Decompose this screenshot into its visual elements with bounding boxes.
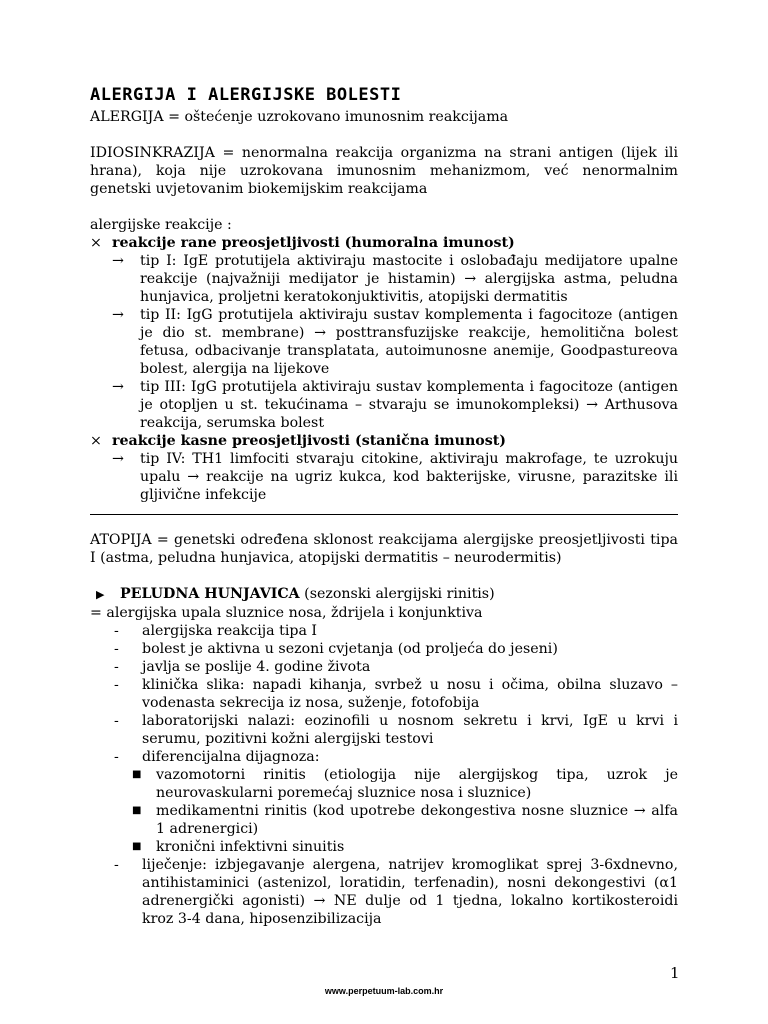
late-heading-text: reakcije kasne preosjetljivosti (stanična imunost)	[112, 433, 507, 449]
footer-url: www.perpetuum-lab.com.hr	[324, 986, 444, 996]
treatment-text: liječenje: izbjegavanje alergena, natrijev kromoglikat sprej 3-6xdnevno, antihistaminici (astenizol, loratidin, terfenadin), nosni dekongestivi (α1 adrenergički agonisti) → NE dulje od 1 tjedna, lokalno kortikosteroidi kroz 3-4 dana, hiposenzibilizacija	[142, 857, 678, 927]
list-item	[90, 378, 678, 432]
dash-icon: -	[114, 623, 119, 639]
dash-icon: -	[114, 857, 119, 873]
page-title: ALERGIJA I ALERGIJSKE BOLESTI	[90, 85, 402, 105]
page-number: 1	[670, 964, 680, 982]
type-4-text: tip IV: TH1 limfociti stvaraju citokine, aktiviraju makrofage, te uzrokuju upalu → reakcije na ugriz kukca, kod bakterijske, virusne, parazitske ili gljivične infekcije	[140, 451, 678, 503]
square-bullet-icon: ■	[132, 805, 142, 816]
list-item	[90, 856, 678, 928]
arrow-icon: →	[112, 307, 124, 323]
triangle-right-icon: ▶	[96, 588, 105, 601]
cross-icon: ×	[90, 433, 102, 449]
list-item	[90, 622, 678, 640]
dash-icon: -	[114, 713, 119, 729]
list-item	[90, 252, 678, 306]
list-item	[90, 838, 678, 856]
cross-icon: ×	[90, 235, 102, 251]
item-text: kronični infektivni sinuitis	[156, 839, 345, 855]
type-1-text: tip I: IgE protutijela aktiviraju mastocite i oslobađaju medijatore upalne reakcije (najvažniji medijator je histamin) → alergijska astma, peludna hunjavica, proljetni keratokonjuktivitis, atopijski dermatitis	[140, 253, 678, 305]
list-item	[90, 766, 678, 802]
early-reactions-heading	[90, 234, 678, 252]
definition-alergija: ALERGIJA = oštećenje uzrokovano imunosnim reakcijama	[90, 109, 509, 125]
item-text: javlja se poslije 4. godine života	[142, 659, 371, 675]
list-item	[90, 802, 678, 838]
square-bullet-icon: ■	[132, 769, 142, 780]
dash-icon: -	[114, 749, 119, 765]
reactions-label: alergijske reakcije :	[90, 217, 232, 233]
list-item	[90, 712, 678, 748]
list-item	[90, 748, 678, 766]
list-item	[90, 658, 678, 676]
type-3-text: tip III: IgG protutijela aktiviraju sustav komplementa i fagocitoze (antigen je otopljen u st. tekućinama – stvaraju se imunokompleksi) → Arthusova reakcija, serumska bolest	[140, 379, 678, 431]
item-text: diferencijalna dijagnoza:	[142, 749, 320, 765]
arrow-icon: →	[112, 379, 124, 395]
dash-icon: -	[114, 677, 119, 693]
definition-idiosinkrazija: IDIOSINKRAZIJA = nenormalna reakcija organizma na strani antigen (lijek ili hrana), koja nije uzrokovana imunosnim mehanizmom, već nenormalnim genetski uvjetovanim biokemijskim reakcijama	[90, 145, 678, 197]
dash-icon: -	[114, 641, 119, 657]
late-reactions-heading	[90, 432, 678, 450]
square-bullet-icon: ■	[132, 841, 142, 852]
list-item	[90, 640, 678, 658]
peludna-definition: = alergijska upala sluznice nosa, ždrijela i konjunktiva	[90, 605, 483, 621]
item-text: bolest je aktivna u sezoni cvjetanja (od proljeća do jeseni)	[142, 641, 558, 657]
peludna-subtitle: (sezonski alergijski rinitis)	[299, 586, 495, 602]
item-text: alergijska reakcija tipa I	[142, 623, 318, 639]
item-text: klinička slika: napadi kihanja, svrbež u nosu i očima, obilna sluzavo – vodenasta sekrecija iz nosa, suženje, fotofobija	[142, 677, 678, 711]
item-text: laboratorijski nalazi: eozinofili u nosnom sekretu i krvi, IgE u krvi i serumu, pozitivni kožni alergijski testovi	[142, 713, 678, 747]
section-divider	[90, 514, 678, 515]
early-heading-text: reakcije rane preosjetljivosti (humoralna imunost)	[112, 235, 515, 251]
list-item	[90, 306, 678, 378]
item-text: medikamentni rinitis (kod upotrebe dekongestiva nosne sluznice → alfa 1 adrenergici)	[156, 803, 678, 837]
item-text: vazomotorni rinitis (etiologija nije alergijskog tipa, uzrok je neurovaskularni poremećaj sluznice nosa i sluznice)	[156, 767, 678, 801]
arrow-icon: →	[112, 253, 124, 269]
definition-atopija: ATOPIJA = genetski određena sklonost reakcijama alergijske preosjetljivosti tipa I (astma, peludna hunjavica, atopijski dermatitis – neurodermitis)	[90, 532, 678, 566]
dash-icon: -	[114, 659, 119, 675]
arrow-icon: →	[112, 451, 124, 467]
document-page	[90, 86, 678, 928]
list-item	[90, 676, 678, 712]
peludna-heading	[90, 585, 678, 604]
peludna-title: PELUDNA HUNJAVICA	[120, 586, 300, 602]
type-2-text: tip II: IgG protutijela aktiviraju sustav komplementa i fagocitoze (antigen je dio st. membrane) → posttransfuzijske reakcije, hemolitična bolest fetusa, odbacivanje transplatata, autoimunosne anemije, Goodpastureova bolest, alergija na lijekove	[140, 307, 678, 377]
list-item	[90, 450, 678, 504]
